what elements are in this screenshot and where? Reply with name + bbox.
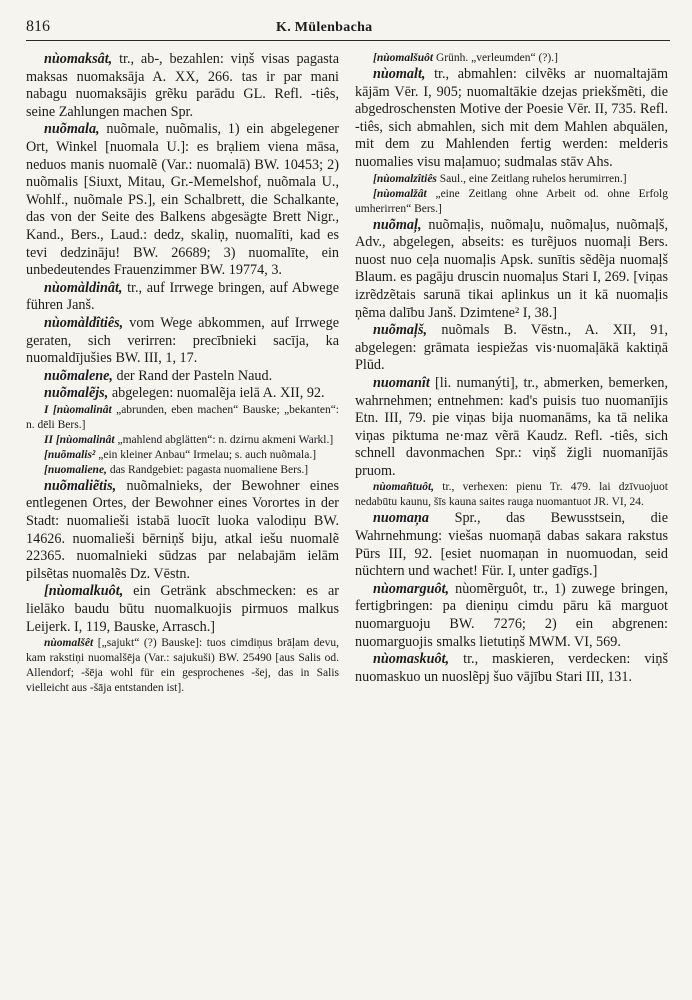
dictionary-entry (26, 403, 339, 433)
entry-body: nuõmaļis, nuõmaļu, nuõmaļus, nuõmaļš, Adv., abgelegen, abseits: es turẽjuos nuomaļi Bers. nuost nuo ceļa nuomaļis Apsk. sunītis sẽdẽja nuomaļš Blaum. es pagāju druscin nuomaļus Stari I, 269. [viņas izrẽdzẽtais sarunā tikai aplinkus un it kā nuomaļis ņẽma dalību Janš. Dzimtene² I, 38.] (355, 216, 668, 321)
entry-body: tr., auf Irrwege bringen, auf Abwege führen Janš. (26, 279, 339, 314)
entry-body: Spr., das Bewusstsein, die Wahrnehmung: viešas nuomaņā dabas sakara rakstus Pūrs III, 92. [esiet nuomaņan in nuomuodan, seid nüchtern und wachet! Für. I, unter gadīgs.] (355, 510, 668, 580)
headword: nuomanît (373, 374, 430, 391)
headword: [nuomaliene, (44, 463, 107, 476)
dictionary-entry (355, 187, 668, 217)
headword: [nùomalkuôt, (44, 583, 124, 600)
entry-body: das Randgebiet: pagasta nuomaliene Bers.] (106, 463, 309, 476)
entry-body: vom Wege abkommen, auf Irrwege geraten, sich verirren: precībnieki sacīja, ka nuomaldījušies BW. III, 1, 17. (26, 314, 339, 367)
dictionary-entry (355, 375, 668, 481)
headword: nuõmaliẽtis, (44, 477, 117, 494)
entry-body: „eine Zeitlang ohne Arbeit od. ohne Erfolg umherirren“ Bers.] (355, 187, 668, 215)
headword: nùomañtuôt, (373, 481, 435, 494)
dictionary-entry (26, 478, 339, 584)
headword: [nùomalžât (373, 187, 427, 200)
dictionary-entry (26, 463, 339, 478)
headword: [nuõmalis² (44, 448, 96, 461)
dictionary-entry (355, 480, 668, 510)
dictionary-entry (26, 315, 339, 368)
dictionary-entry (26, 448, 339, 463)
headword: I [nùomalinât (44, 403, 112, 416)
headword: II [nùomalinât (44, 433, 115, 446)
headword: nuõmalene, (44, 367, 113, 384)
running-title: K. Mülenbacha (276, 20, 373, 35)
entry-body: tr., verhexen: pienu Tr. 479. lai dzīvuojuot nedabūtu kaunu, šīs kauna saites rauga nuomantuot JR. VI, 24. (355, 481, 668, 509)
headword: nuõmalẽjs, (44, 385, 109, 402)
dictionary-entry (355, 172, 668, 187)
dictionary-entry (26, 583, 339, 636)
dictionary-entry (26, 280, 339, 315)
headword: nùomalšêt (44, 637, 94, 650)
dictionary-entry (26, 51, 339, 121)
entry-body: „ein kleiner Anbau“ Irmelau; s. auch nuõmala.] (95, 448, 317, 461)
headword: nùomaksât, (44, 51, 113, 67)
headword: nùomalt, (373, 66, 426, 82)
dictionary-entry (355, 322, 668, 375)
entry-body: abgelegen: nuomalẽja ielā A. XII, 92. (108, 385, 325, 402)
dictionary-entry (355, 510, 668, 580)
dictionary-entry (355, 66, 668, 172)
entry-body: Saul., eine Zeitlang ruhelos herumirren.] (436, 172, 627, 185)
headword: [nùomalzîtiês (373, 172, 437, 185)
entry-body: Grünh. „verleumden“ (?).] (433, 52, 558, 64)
headword: nùomarguôt, (373, 580, 450, 597)
dictionary-entry (355, 51, 668, 66)
dictionary-entry (26, 433, 339, 448)
dictionary-entry (355, 217, 668, 323)
entry-body: nuõmals B. Vēstn., A. XII, 91, abgelegen: grāmata iespiežas vis·nuomaļākā kaktiņā Plūd. (355, 322, 668, 374)
entry-body: „mahlend abglätten“: n. dzirnu akmeni Warkl.] (114, 433, 334, 446)
headword: nuõmala, (44, 121, 100, 138)
dictionary-entry (26, 636, 339, 696)
dictionary-entry (26, 121, 339, 279)
dictionary-entry (355, 581, 668, 651)
entry-body: „abrunden, eben machen“ Bauske; „bekanten“: n. dēli Bers.] (26, 403, 339, 431)
entry-body: tr., abmahlen: cilvẽks ar nuomaltajām kājām Vēr. I, 905; nuomaltākie dzejas priekšmẽti, die abgedroschensten Motive der Poesie Vēr. II, 735. Refl. -tiês, sich abmahlen, sich mit dem Mahlen abquälen, mit dem zu Mahlenden fertig werden: melderis nuomalies visu maļamuo; sudmalas stāv Ahs. (355, 66, 668, 170)
dictionary-entry (26, 368, 339, 386)
dictionary-entry (26, 385, 339, 403)
page-header (26, 18, 670, 41)
entry-body: der Rand der Pasteln Naud. (112, 367, 273, 384)
headword: [nùomalšuôt (373, 52, 434, 64)
entry-body: nùomẽrguôt, tr., 1) zuwege bringen, fertigbringen: pa dieniņu cimdu pāru kā marguot nuomarguoju BW. 7276; 2) ein abgrenen: nuomarguojis smalks lietutiņš MWM. VI, 569. (355, 580, 668, 650)
left-column (26, 51, 339, 696)
entry-body: ein Getränk abschmecken: es ar lielāko baudu būtu nuomalkuojis pirmuos malkus Leijerk. I, 119, Bauske, Arrasch.] (26, 583, 339, 635)
right-column (355, 51, 668, 696)
entry-body: tr., maskieren, verdecken: viņš nuomaskuo un nuoslẽpj šuo vājību Stari III, 131. (355, 651, 668, 685)
headword: nùomaskuôt, (373, 651, 450, 668)
headword: nùomàldîtiês, (44, 314, 124, 331)
headword: nuomaņa (373, 510, 429, 527)
text-columns (26, 51, 670, 696)
entry-body: tr., ab-, bezahlen: viņš visas pagasta maksas nuomaksāja A. XX, 266. tas ir par mani nabagu nuomaksājis grẽku parādu GL. Refl. -tiês, seine Zahlungen machen Spr. (26, 51, 339, 120)
dictionary-entry (355, 651, 668, 686)
entry-body: nuõmale, nuõmalis, 1) ein abgelegener Ort, Winkel [nuomala U.]: es brạliem viena māsa, neduos manis nuomalẽ (Var.: nuomalā) BW. 10453; 2) nuõmalis [Siuxt, Mitau, Gr.-Memelshof, nuõmala U., Wohlf., nuõmale PS.], ein Schalbrett, die Schalkante, das von der Seite des Balkens abgesägte Brett Nigr., Kand., Bers., Laud.: dedz, skaliņ, nuomalīti, kad es tevi dedzināju! BW. 26689; 3) nuomalīte, ein unbedeutendes Frauenzimmer BW. 19774, 3. (26, 121, 339, 279)
page-number: 816 (26, 18, 50, 35)
entry-body: [li. numanýti], tr., abmerken, bemerken, wahrnehmen; entnehmen: kad's puisis tuo nuomanījis Etn. III, 79. pie viņas bija nuomanāms, ka tā nelika viņas piktuma ne·maz vẽrā Kaudz. Refl. -tiês, sich schnell davonmachen Spr.: viņš žigli nuomanījās pruom. (355, 374, 668, 479)
headword: nuõmaļš, (373, 322, 428, 339)
entry-body: nuõmalnieks, der Bewohner eines entlegenen Ortes, der Bewohner eines Vorortes in der Stadt: nuomalieši istabā luocīt luoka valodiņu BW. 14626. nuomalieši bērniņš biju, atkal iešu nuomalẽ 22365. nuomalnieki sūdzas par nelabajām ielām pilsẽtas nuomalẽs Dz. Vēstn. (26, 477, 339, 582)
entry-body: [„sajukt“ (?) Bauske]: tuos cimdiņus brāļam devu, kam rakstiņi nuomalšēja (Var.: sajukuši) BW. 25490 [aus Salis od. Allendorf; -šēja wohl für ein gesprochenes -šej, das in Salis vielleicht aus -šāja entstanden ist]. (26, 637, 339, 695)
headword: nuõmaļ, (373, 216, 422, 233)
headword: nùomàldinât, (44, 279, 123, 296)
